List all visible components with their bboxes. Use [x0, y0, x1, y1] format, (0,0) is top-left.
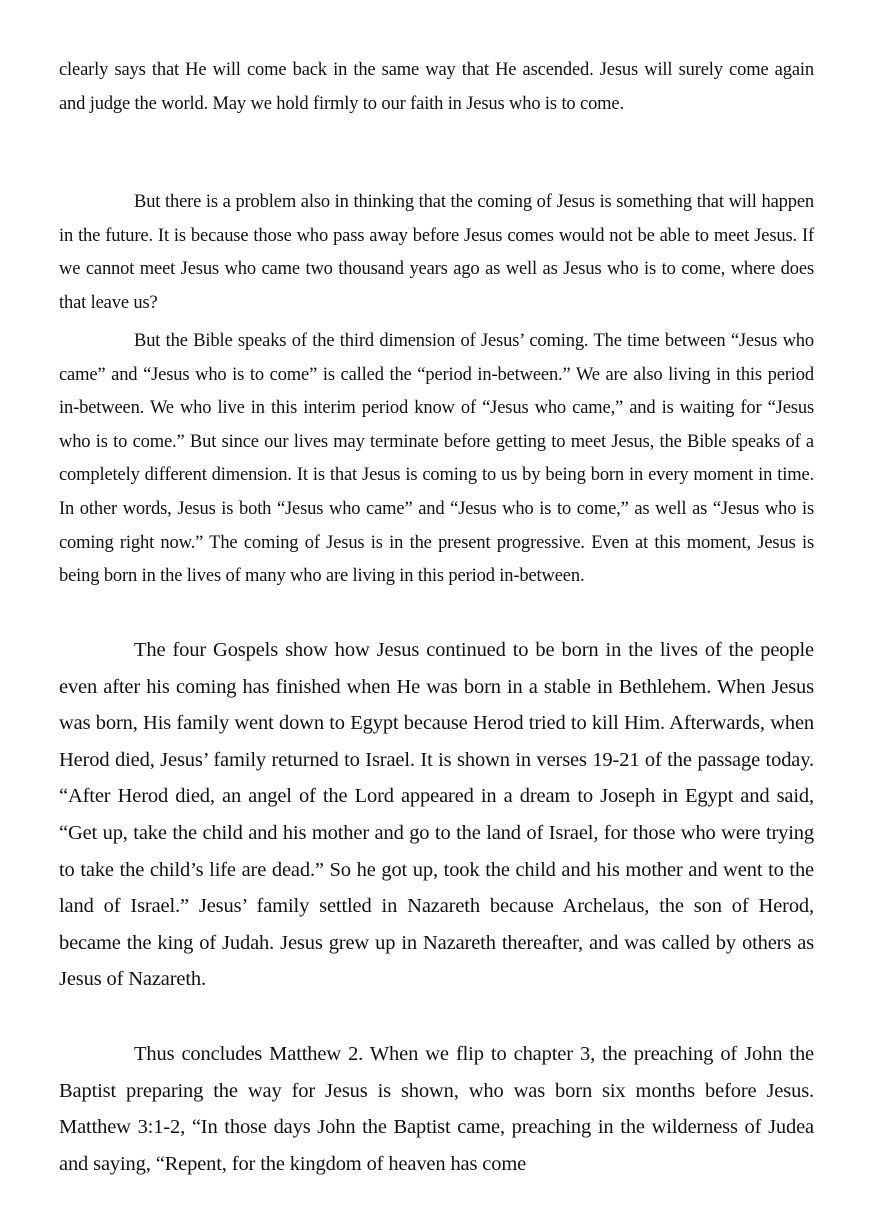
- paragraph-2: But there is a problem also in thinking that the coming of Jesus is something that will happen in the future. It is because those who pass away before Jesus comes would not be able to meet Jesus. If we cannot meet Jesus who came two thousand years ago as well as Jesus who is to come, where does that leave us?: [59, 192, 814, 313]
- paragraph-3: But the Bible speaks of the third dimension of Jesus’ coming. The time between “Jesus who came” and “Jesus who is to come” is called the “period in-between.” We are also living in this period in-between. We who live in this interim period know of “Jesus who came,” and is waiting for “Jesus who is to come.” But since our lives may terminate before getting to meet Jesus, the Bible speaks of a completely different dimension. It is that Jesus is coming to us by being born in every moment in time. In other words, Jesus is both “Jesus who came” and “Jesus who is to come,” as well as “Jesus who is coming right now.” The coming of Jesus is in the present progressive. Even at this moment, Jesus is being born in the lives of many who are living in this period in-between.: [59, 331, 814, 587]
- paragraph-1: clearly says that He will come back in the same way that He ascended. Jesus will surely come again and judge the world. May we hold firmly to our faith in Jesus who is to come.: [59, 60, 814, 114]
- paragraph-5: Thus concludes Matthew 2. When we flip to chapter 3, the preaching of John the Baptist preparing the way for Jesus is shown, who was born six months before Jesus. Matthew 3:1-2, “In those days John the Baptist came, preaching in the wilderness of Judea and saying, “Repent, for the kingdom of heaven has come: [59, 1043, 814, 1175]
- paragraph-4: The four Gospels show how Jesus continued to be born in the lives of the people even after his coming has finished when He was born in a stable in Bethlehem. When Jesus was born, His family went down to Egypt because Herod tried to kill Him. Afterwards, when Herod died, Jesus’ family returned to Israel. It is shown in verses 19-21 of the passage today. “After Herod died, an angel of the Lord appeared in a dream to Joseph in Egypt and said, “Get up, take the child and his mother and go to the land of Israel, for those who were trying to take the child’s life are dead.” So he got up, took the child and his mother and went to the land of Israel.” Jesus’ family settled in Nazareth because Archelaus, the son of Herod, became the king of Judah. Jesus grew up in Nazareth thereafter, and was called by others as Jesus of Nazareth.: [59, 639, 814, 991]
